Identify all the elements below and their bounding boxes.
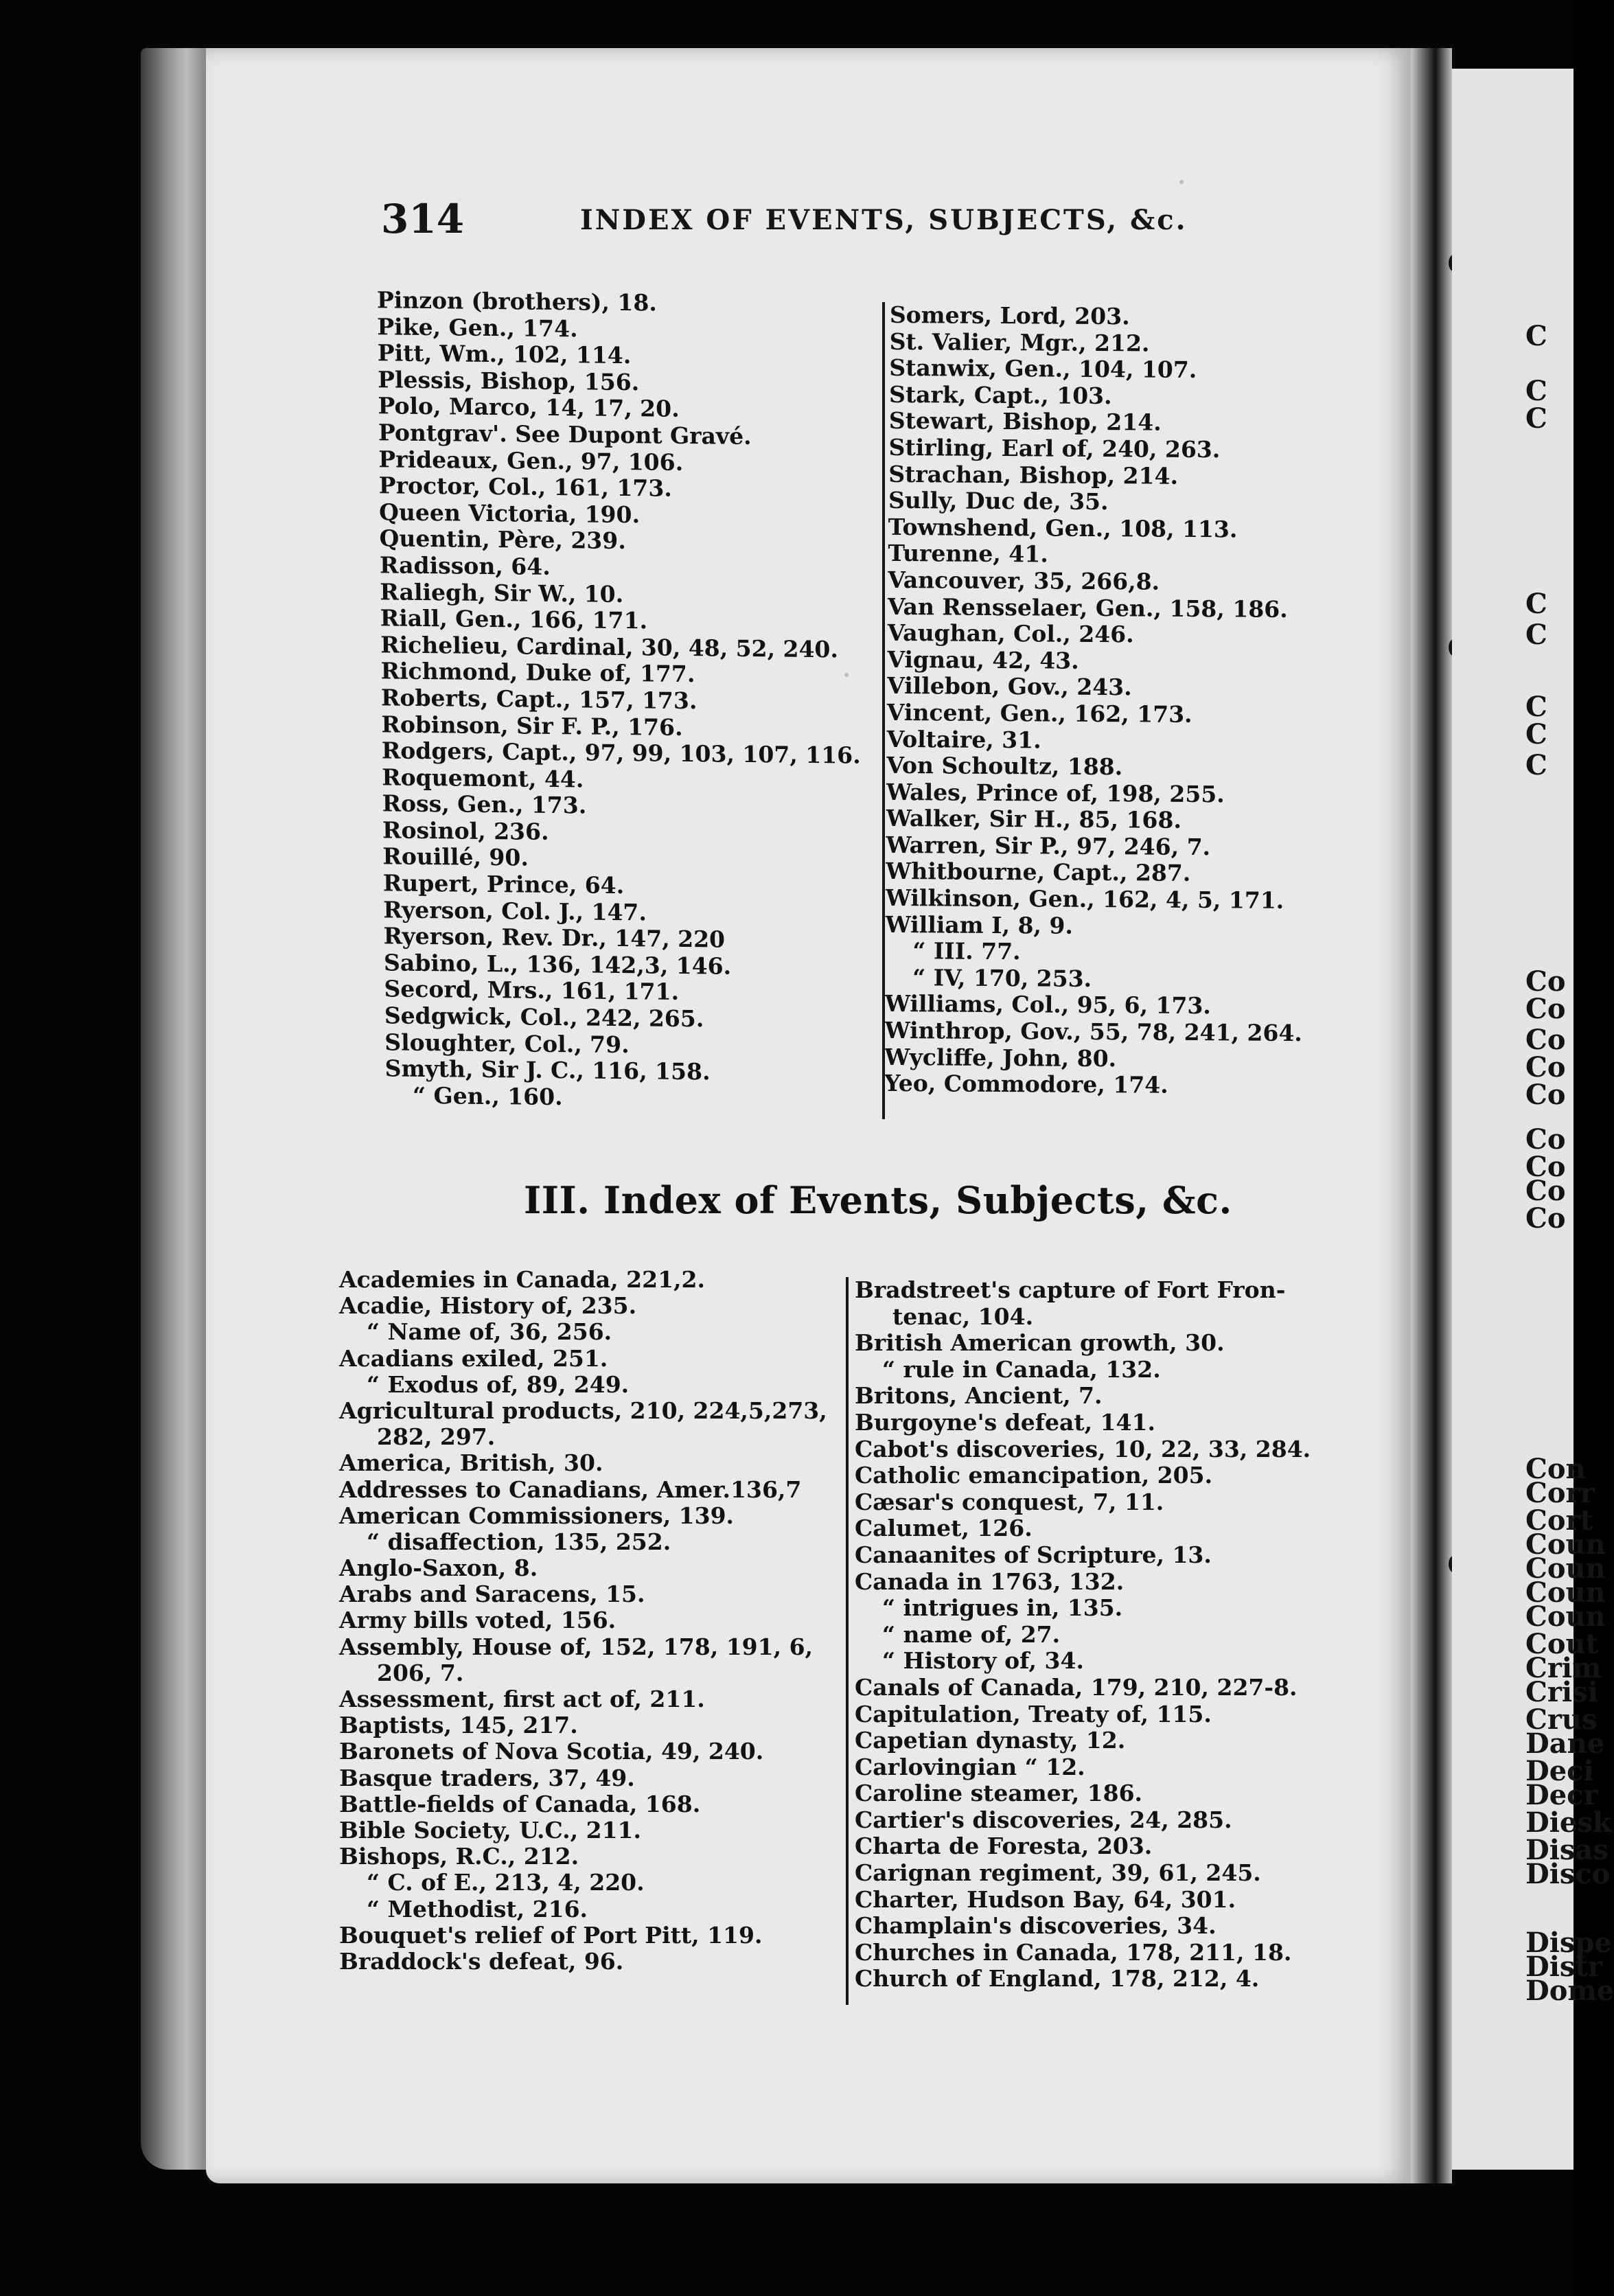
index-entry: Burgoyne's defeat, 141. (855, 1408, 1155, 1436)
index-entry: Secord, Mrs., 161, 171. (384, 975, 680, 1006)
index-entry: “ History of, 34. (882, 1647, 1084, 1675)
facing-page-fragment: Disas (1525, 1834, 1609, 1866)
index-entry: Canada in 1763, 132. (855, 1568, 1125, 1595)
index-entry: Radisson, 64. (379, 551, 551, 580)
index-entry: Raliegh, Sir W., 10. (380, 577, 624, 608)
index-entry: Stirling, Earl of, 240, 263. (888, 433, 1221, 463)
index-entry: Wycliffe, John, 80. (884, 1043, 1117, 1072)
index-entry: Acadie, History of, 235. (339, 1292, 637, 1320)
index-entry: “ Methodist, 216. (367, 1895, 588, 1922)
index-entry: Stanwix, Gen., 104, 107. (889, 354, 1197, 384)
index-entry: Vancouver, 35, 266,8. (888, 566, 1160, 595)
index-entry: Stewart, Bishop, 214. (888, 407, 1162, 437)
index-entry: William I, 8, 9. (885, 910, 1074, 939)
index-entry: 282, 297. (377, 1423, 496, 1451)
facing-page-fragment: Co (1525, 1051, 1566, 1083)
index-entry: Richmond, Duke of, 177. (380, 657, 695, 688)
index-entry: 206, 7. (377, 1659, 464, 1686)
index-entry: Assessment, first act of, 211. (339, 1686, 705, 1712)
index-entry: Quentin, Père, 239. (379, 525, 626, 555)
index-entry: Academies in Canada, 221,2. (339, 1266, 705, 1293)
facing-page-fragment: C (1525, 375, 1547, 407)
index-entry: Vignau, 42, 43. (887, 645, 1079, 674)
index-entry: Whitbourne, Capt., 287. (886, 858, 1191, 887)
index-entry: Churches in Canada, 178, 211, 18. (855, 1938, 1292, 1966)
index-entry: Pike, Gen., 174. (377, 312, 578, 342)
index-entry: Villebon, Gov., 243. (887, 672, 1132, 701)
facing-page-fragment: Crim (1525, 1652, 1602, 1684)
facing-page-fragment: Crus (1525, 1703, 1598, 1736)
facing-page-fragment: Co (1525, 1151, 1566, 1183)
index-entry: Church of England, 178, 212, 4. (855, 1965, 1260, 1993)
events-index-right-column (855, 1277, 1311, 1993)
facing-page-fragment: Dome (1525, 1975, 1614, 2007)
index-entry: Walker, Sir H., 85, 168. (886, 805, 1182, 834)
dust-speck (1179, 180, 1184, 184)
index-entry: Acadians exiled, 251. (339, 1344, 608, 1372)
index-entry: Assembly, House of, 152, 178, 191, 6, (339, 1633, 814, 1660)
index-entry: Queen Victoria, 190. (378, 498, 641, 529)
index-entry: Proctor, Col., 161, 173. (378, 472, 673, 502)
index-entry: Anglo-Saxon, 8. (339, 1554, 538, 1582)
index-entry: Wales, Prince of, 198, 255. (886, 778, 1225, 807)
index-entry: Baronets of Nova Scotia, 49, 240. (339, 1738, 764, 1765)
facing-page-fragment: Distr (1525, 1951, 1602, 1983)
facing-page-fragment: Diesk (1525, 1806, 1612, 1839)
index-entry: Carlovingian “ 12. (855, 1753, 1085, 1780)
index-entry: “ Gen., 160. (412, 1081, 563, 1110)
index-entry: Rouillé, 90. (382, 842, 529, 872)
index-entry: Yeo, Commodore, 174. (884, 1070, 1168, 1099)
index-entry: Williams, Col., 95, 6, 173. (884, 990, 1212, 1020)
index-entry: Vaughan, Col., 246. (887, 619, 1134, 648)
index-entry: Bishops, R.C., 212. (339, 1843, 579, 1870)
facing-page-fragment: Coun (1525, 1576, 1606, 1609)
index-entry: Smyth, Sir J. C., 116, 158. (384, 1055, 711, 1086)
index-entry: Ryerson, Col. J., 147. (383, 896, 647, 926)
facing-page-fragment: C (1525, 619, 1547, 651)
index-entry: Champlain's discoveries, 34. (855, 1912, 1217, 1940)
index-entry: Bradstreet's capture of Fort Fron- (855, 1276, 1286, 1303)
facing-page-fragment: Dane (1525, 1727, 1605, 1760)
index-entry: Polo, Marco, 14, 17, 20. (378, 392, 680, 423)
index-entry: Voltaire, 31. (886, 725, 1041, 753)
index-entry: Somers, Lord, 203. (889, 301, 1130, 330)
facing-page-fragment: Co (1525, 993, 1566, 1025)
index-entry: Rodgers, Capt., 97, 99, 103, 107, 116. (381, 737, 861, 769)
index-entry: Sloughter, Col., 79. (384, 1029, 630, 1058)
index-entry: Basque traders, 37, 49. (339, 1764, 635, 1791)
index-entry: Ross, Gen., 173. (382, 790, 587, 819)
index-entry: Stark, Capt., 103. (888, 380, 1112, 409)
index-entry: Prideaux, Gen., 97, 106. (378, 445, 684, 476)
index-entry: Calumet, 126. (855, 1515, 1033, 1542)
column-rule (846, 1277, 849, 2005)
index-entry: “ rule in Canada, 132. (882, 1355, 1161, 1383)
index-entry: Army bills voted, 156. (339, 1607, 616, 1634)
index-entry: Cæsar's conquest, 7, 11. (855, 1488, 1164, 1515)
facing-page-fragment: Deci (1525, 1755, 1594, 1787)
facing-page-fragment: Dispe (1525, 1927, 1612, 1959)
index-entry: Richelieu, Cardinal, 30, 48, 52, 240. (380, 631, 839, 663)
facing-page-fragment: Coun (1525, 1600, 1606, 1633)
index-entry: Strachan, Bishop, 214. (888, 460, 1179, 490)
index-entry: Catholic emancipation, 205. (855, 1462, 1213, 1489)
index-entry: Vincent, Gen., 162, 173. (886, 698, 1192, 728)
index-entry: Charta de Foresta, 203. (855, 1833, 1153, 1860)
facing-page-fragment: C (1525, 691, 1547, 723)
facing-page-fragment: C (1525, 402, 1547, 435)
index-entry: Turenne, 41. (888, 540, 1048, 568)
facing-page-fragment: C (1525, 749, 1547, 781)
facing-page-fragment: Cort (1525, 1504, 1593, 1537)
index-entry: Townshend, Gen., 108, 113. (888, 513, 1238, 543)
index-entry: Riall, Gen., 166, 171. (380, 604, 648, 634)
index-entry: “ name of, 27. (882, 1620, 1061, 1648)
facing-page-fragment: Decr (1525, 1779, 1598, 1811)
names-index-left-column (377, 287, 864, 1114)
dust-speck (844, 673, 849, 677)
index-entry: Cartier's discoveries, 24, 285. (855, 1806, 1232, 1833)
index-entry: “ C. of E., 213, 4, 220. (367, 1869, 645, 1896)
index-entry: Rupert, Prince, 64. (382, 869, 625, 899)
index-entry: Capetian dynasty, 12. (855, 1727, 1126, 1754)
facing-page-fragment: Co (1525, 1123, 1566, 1156)
facing-page-fragment: Cout (1525, 1628, 1599, 1660)
facing-page-fragment: C (1525, 718, 1547, 750)
index-entry: Baptists, 145, 217. (339, 1712, 578, 1739)
index-entry: Arabs and Saracens, 15. (339, 1581, 645, 1608)
facing-page-fragment: Co (1525, 1024, 1566, 1056)
facing-page-fragment: Con (1525, 1453, 1586, 1485)
facing-page-fragment: Co (1525, 1079, 1566, 1111)
facing-page-fragment: Corr (1525, 1477, 1595, 1509)
facing-page-fragment: Co (1525, 1175, 1566, 1207)
index-entry: Carignan regiment, 39, 61, 245. (855, 1859, 1261, 1887)
facing-page-fragment: Co (1525, 965, 1566, 998)
index-entry: St. Valier, Mgr., 212. (889, 328, 1150, 357)
names-index-right-column (884, 302, 1307, 1100)
facing-page-fragment: Co (1525, 1202, 1566, 1235)
index-entry: British American growth, 30. (855, 1329, 1225, 1357)
index-entry: “ disaffection, 135, 252. (367, 1528, 671, 1555)
facing-page-fragment: Coun (1525, 1552, 1606, 1585)
index-entry: Rosinol, 236. (382, 816, 549, 845)
index-entry: Cabot's discoveries, 10, 22, 33, 284. (855, 1435, 1311, 1462)
index-entry: Ryerson, Rev. Dr., 147, 220 (383, 922, 726, 953)
index-entry: Roberts, Capt., 157, 173. (380, 684, 698, 715)
index-entry: Wilkinson, Gen., 162, 4, 5, 171. (885, 884, 1284, 914)
running-head (381, 196, 1260, 244)
running-title: INDEX OF EVENTS, SUBJECTS, &c. (580, 204, 1188, 236)
index-entry: “ IV, 170, 253. (912, 963, 1092, 992)
index-entry: Pontgrav'. See Dupont Gravé. (378, 419, 752, 450)
index-entry: Pinzon (brothers), 18. (376, 286, 657, 317)
index-entry: Pitt, Wm., 102, 114. (377, 339, 632, 369)
index-entry: Bouquet's relief of Port Pitt, 119. (339, 1921, 763, 1949)
facing-page-fragment: Disco (1525, 1858, 1611, 1890)
index-entry: American Commissioners, 139. (339, 1502, 735, 1529)
index-entry: Addresses to Canadians, Amer.136,7 (339, 1476, 802, 1503)
facing-page-fragment: C (1525, 588, 1547, 620)
index-entry: Agricultural products, 210, 224,5,273, (339, 1397, 827, 1424)
index-entry: tenac, 104. (892, 1302, 1034, 1330)
section-heading: III. Index of Events, Subjects, &c. (524, 1178, 1232, 1222)
facing-page-fragment: C (1525, 320, 1547, 352)
page-number: 314 (381, 196, 465, 242)
index-entry: Plessis, Bishop, 156. (377, 366, 640, 396)
index-entry: Roquemont, 44. (382, 764, 584, 793)
index-entry: Caroline steamer, 186. (855, 1780, 1143, 1807)
index-entry: Braddock's defeat, 96. (339, 1947, 624, 1975)
facing-page-fragment: Coun (1525, 1528, 1606, 1561)
index-entry: Van Rensselaer, Gen., 158, 186. (887, 593, 1288, 623)
index-entry: Warren, Sir P., 97, 246, 7. (886, 831, 1211, 861)
index-entry: Bible Society, U.C., 211. (339, 1816, 641, 1844)
index-entry: “ III. 77. (912, 937, 1021, 965)
index-entry: Robinson, Sir F. P., 176. (381, 710, 683, 741)
index-entry: Winthrop, Gov., 55, 78, 241, 264. (884, 1016, 1303, 1047)
index-entry: “ intrigues in, 135. (882, 1594, 1123, 1622)
index-entry: Britons, Ancient, 7. (855, 1382, 1103, 1410)
events-index-left-column (339, 1267, 827, 1975)
index-entry: Battle-fields of Canada, 168. (339, 1790, 701, 1817)
index-entry: Sabino, L., 136, 142,3, 146. (383, 949, 732, 980)
facing-page-fragment: Crisi (1525, 1676, 1598, 1708)
index-entry: Von Schoultz, 188. (886, 751, 1123, 781)
index-entry: Canaanites of Scripture, 13. (855, 1541, 1212, 1568)
index-entry: Canals of Canada, 179, 210, 227-8. (855, 1673, 1298, 1701)
index-entry: Charter, Hudson Bay, 64, 301. (855, 1885, 1236, 1913)
book-page-edges (141, 48, 216, 2170)
book-gutter (1411, 48, 1452, 2183)
index-entry: Capitulation, Treaty of, 115. (855, 1700, 1212, 1727)
index-entry: “ Exodus of, 89, 249. (367, 1370, 630, 1398)
index-entry: “ Name of, 36, 256. (367, 1318, 612, 1346)
index-entry: America, British, 30. (339, 1449, 603, 1477)
index-entry: Sedgwick, Col., 242, 265. (384, 1002, 704, 1033)
index-entry: Sully, Duc de, 35. (888, 487, 1109, 516)
